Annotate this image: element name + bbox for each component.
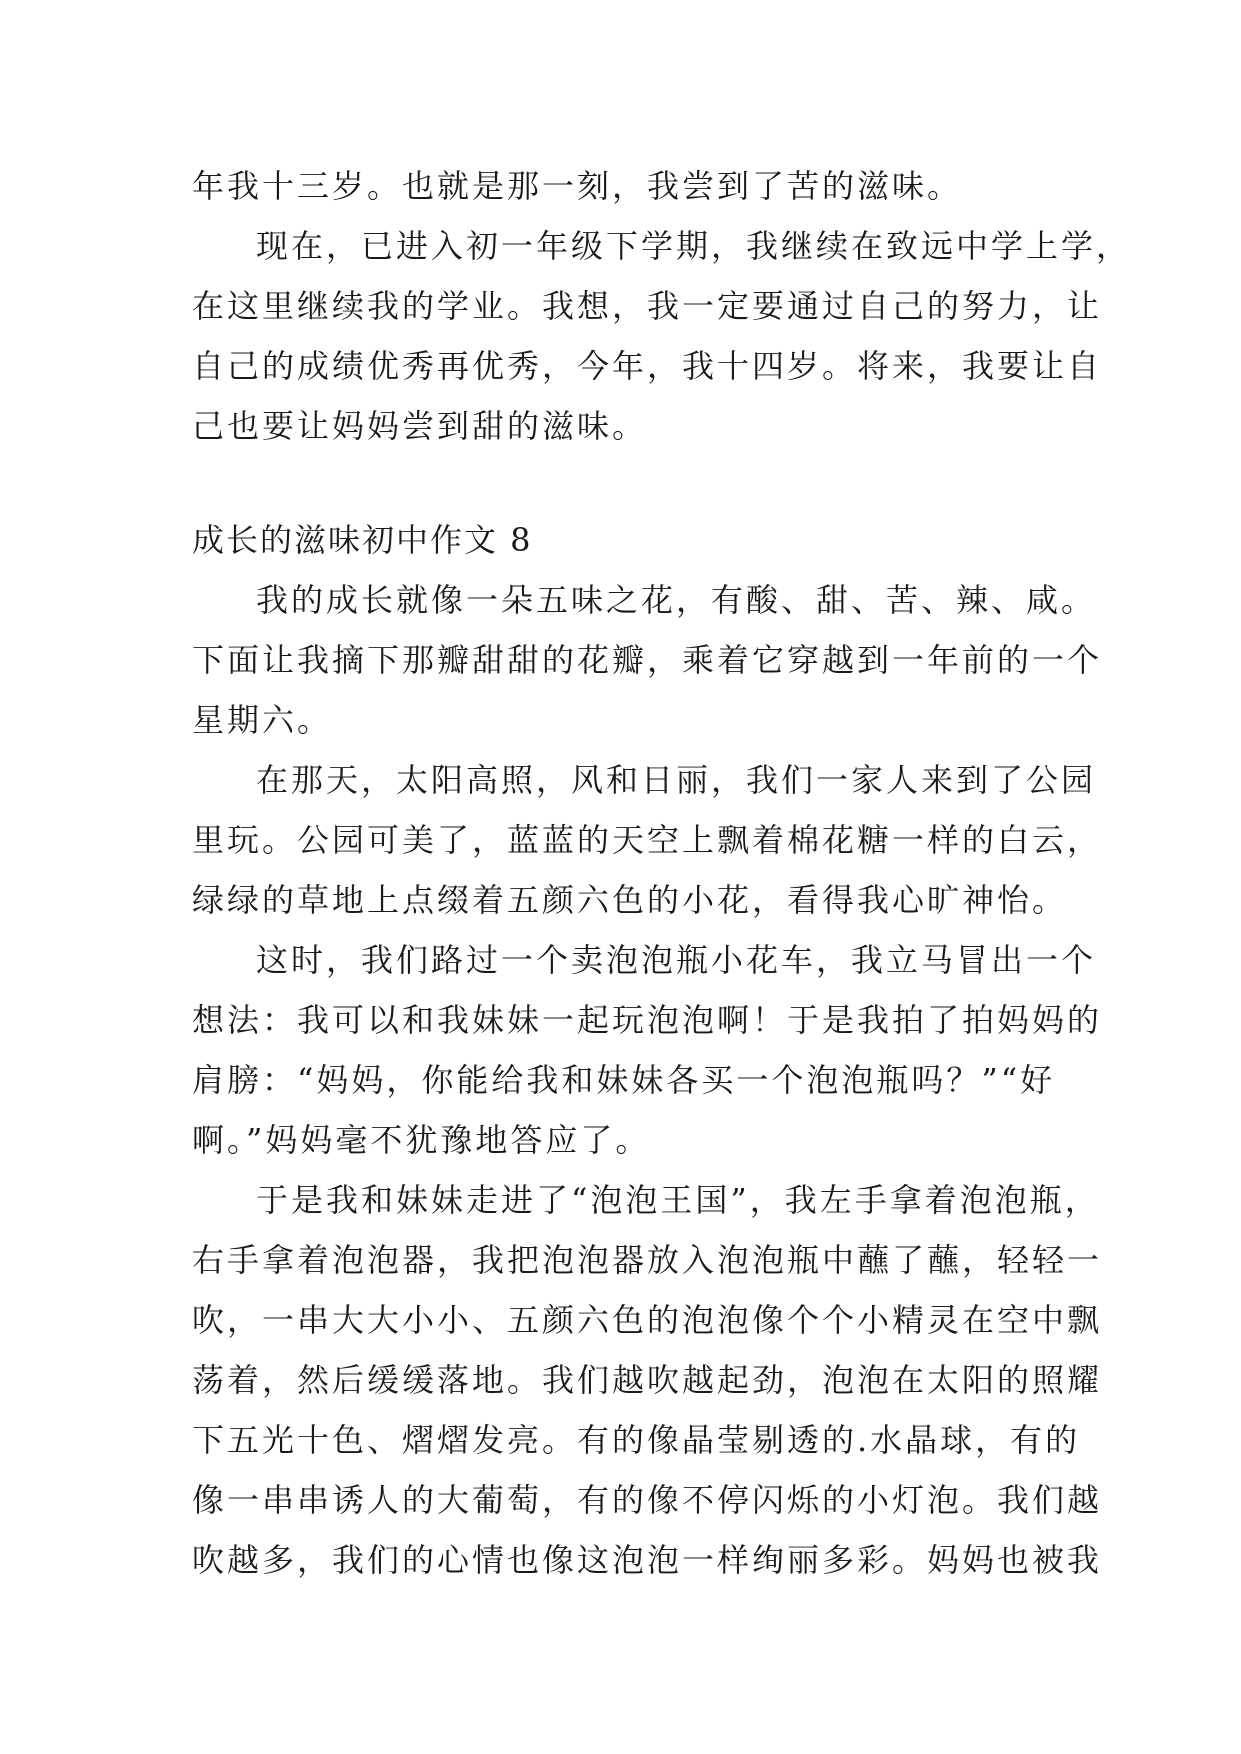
text-line: 在这里继续我的学业。我想，我一定要通过自己的努力，让 (192, 287, 1103, 325)
paragraph-start: 现在，已进入初一年级下学期，我继续在致远中学上学， (256, 227, 1132, 265)
text-line: 肩膀：“妈妈，你能给我和妹妹各买一个泡泡瓶吗？”“好 (192, 1061, 1056, 1099)
text-line: 下面让我摘下那瓣甜甜的花瓣，乘着它穿越到一年前的一个 (192, 641, 1103, 679)
text-line: 绿绿的草地上点缀着五颜六色的小花，看得我心旷神怡。 (192, 881, 1068, 919)
text-line: 想法：我可以和我妹妹一起玩泡泡啊！于是我拍了拍妈妈的 (192, 1001, 1103, 1039)
paragraph-start: 于是我和妹妹走进了“泡泡王国”，我左手拿着泡泡瓶， (256, 1181, 1100, 1219)
section-heading: 成长的滋味初中作文 8 (192, 521, 533, 559)
text-line: 啊。”妈妈毫不犹豫地答应了。 (192, 1121, 651, 1159)
text-line: 星期六。 (192, 701, 333, 739)
text-line: 自己的成绩优秀再优秀，今年，我十四岁。将来，我要让自 (192, 347, 1103, 385)
text-line: 下五光十色、熠熠发亮。有的像晶莹剔透的.水晶球，有的 (192, 1421, 1081, 1459)
text-line: 右手拿着泡泡器，我把泡泡器放入泡泡瓶中蘸了蘸，轻轻一 (192, 1241, 1103, 1279)
text-line: 荡着，然后缓缓落地。我们越吹越起劲，泡泡在太阳的照耀 (192, 1361, 1103, 1399)
text-line: 年我十三岁。也就是那一刻，我尝到了苦的滋味。 (192, 167, 963, 205)
text-line: 里玩。公园可美了，蓝蓝的天空上飘着棉花糖一样的白云， (192, 821, 1103, 859)
text-line: 吹，一串大大小小、五颜六色的泡泡像个个小精灵在空中飘 (192, 1301, 1103, 1339)
text-line: 像一串串诱人的大葡萄，有的像不停闪烁的小灯泡。我们越 (192, 1481, 1103, 1519)
text-line: 吹越多，我们的心情也像这泡泡一样绚丽多彩。妈妈也被我 (192, 1541, 1103, 1579)
paragraph-start: 我的成长就像一朵五味之花，有酸、甜、苦、辣、咸。 (256, 581, 1097, 619)
paragraph-start: 这时，我们路过一个卖泡泡瓶小花车，我立马冒出一个 (256, 941, 1097, 979)
paragraph-start: 在那天，太阳高照，风和日丽，我们一家人来到了公园 (256, 761, 1097, 799)
text-line: 己也要让妈妈尝到甜的滋味。 (192, 407, 648, 445)
